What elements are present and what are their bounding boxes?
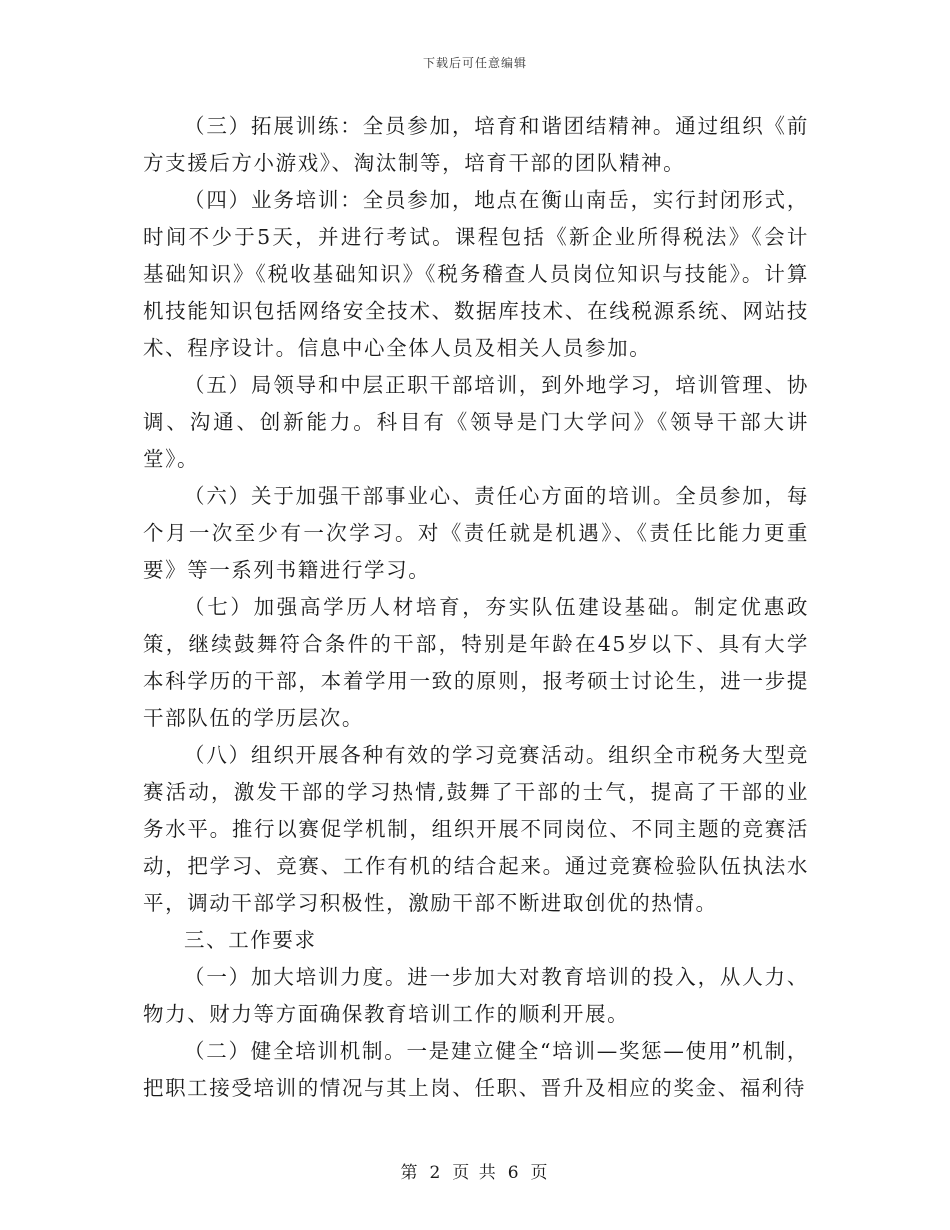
page-footer bbox=[0, 1158, 950, 1183]
paragraph-training-intensity: （一）加大培训力度。进一步加大对教育培训的投入，从人力、物力、财力等方面确保教育培训工作的顺利开展。 bbox=[143, 965, 809, 1026]
paragraph-training-mechanism: （二）健全培训机制。一是建立健全“培训—奖惩—使用”机制，把职工接受培训的情况与其上岗、任职、晋升及相应的奖金、福利待 bbox=[143, 1039, 809, 1100]
paragraph-leader-training: （五）局领导和中层正职干部培训，到外地学习，培训管理、协调、沟通、创新能力。科目有《领导是门大学问》《领导干部大讲堂》。 bbox=[143, 373, 809, 471]
paragraph-learning-competition: （八）组织开展各种有效的学习竞赛活动。组织全市税务大型竞赛活动，激发干部的学习热情,鼓舞了干部的士气，提高了干部的业务水平。推行以赛促学机制，组织开展不同岗位、不同主题的竞赛活动，把学习、竞赛、工作有机的结合起来。通过竞赛检验队伍执法水平，调动干部学习积极性，激励干部不断进取创优的热情。 bbox=[143, 743, 809, 915]
section-heading-work-requirements: 三、工作要求 bbox=[184, 928, 317, 952]
paragraph-responsibility-training: （六）关于加强干部事业心、责任心方面的培训。全员参加，每个月一次至少有一次学习。对《责任就是机遇》、《责任比能力更重要》等一系列书籍进行学习。 bbox=[143, 484, 809, 582]
page-header-note: 下载后可任意编辑 bbox=[422, 56, 527, 70]
paragraph-higher-education: （七）加强高学历人材培育，夯实队伍建设基础。制定优惠政策，继续鼓舞符合条件的干部，特别是年龄在45岁以下、具有大学本科学历的干部，本着学用一致的原则，报考硕士讨论生，进一步提干部队伍的学历层次。 bbox=[143, 595, 809, 730]
paragraph-business-training: （四）业务培训：全员参加，地点在衡山南岳，实行封闭形式，时间不少于5天，并进行考试。课程包括《新企业所得税法》《会计基础知识》《税收基础知识》《税务稽查人员岗位知识与技能》。计算机技能知识包括网络安全技术、数据库技术、在线税源系统、网站技术、程序设计。信息中心全体人员及相关人员参加。 bbox=[143, 188, 809, 360]
footer-current-page: 2 bbox=[429, 1163, 443, 1183]
footer-suffix: 页 bbox=[530, 1163, 550, 1183]
footer-prefix: 第 bbox=[400, 1163, 420, 1183]
footer-middle: 页 共 bbox=[452, 1163, 498, 1183]
footer-total-pages: 6 bbox=[507, 1163, 521, 1183]
document-body bbox=[143, 108, 809, 1107]
paragraph-expansion-training: （三）拓展训练：全员参加，培育和谐团结精神。通过组织《前方支援后方小游戏》、淘汰制等，培育干部的团队精神。 bbox=[143, 114, 809, 175]
